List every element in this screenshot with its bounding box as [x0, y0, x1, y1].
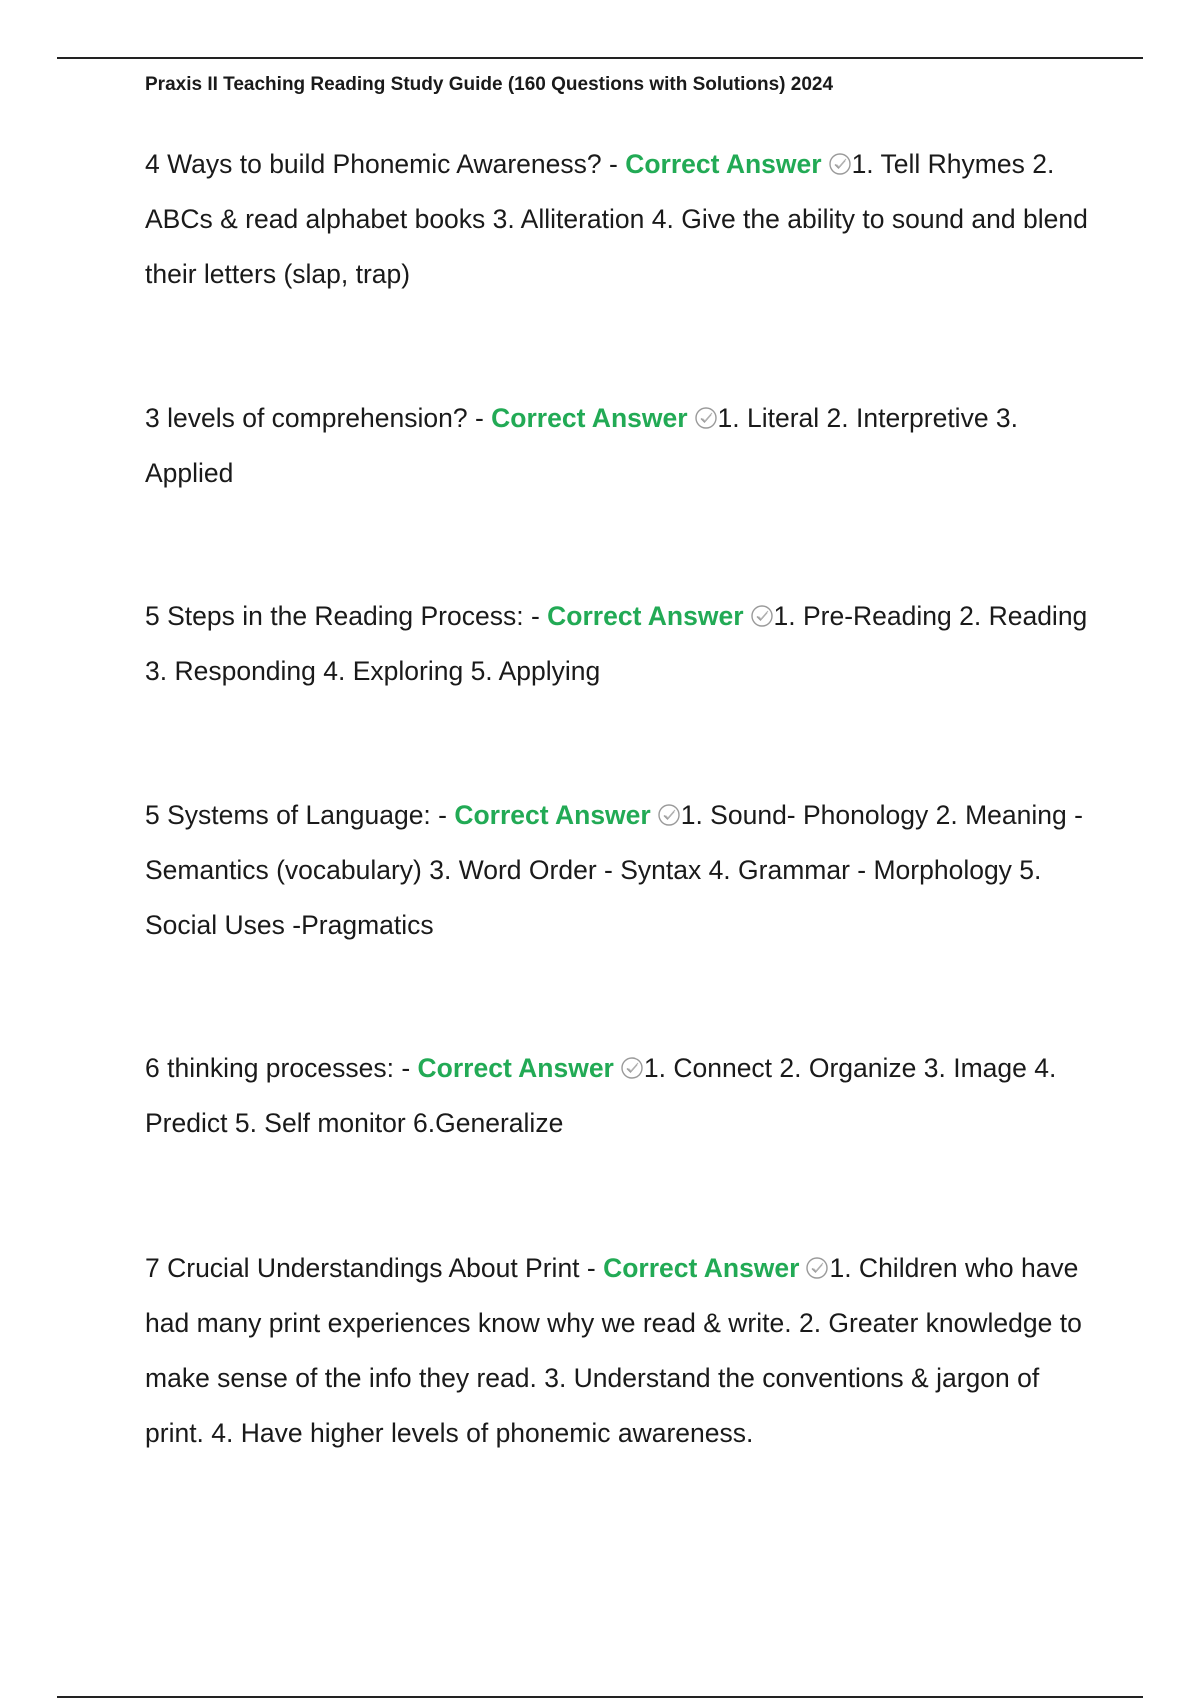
- question-text: 5 Systems of Language:: [145, 800, 431, 830]
- answer-text: 1. Tell Rhymes 2. ABCs & read alphabet books 3. Alliteration 4. Give the ability to sound and blend their letters (slap, trap): [145, 149, 1088, 289]
- qa-item-1: [145, 137, 1090, 302]
- qa-item-4: [145, 788, 1090, 953]
- check-circle-icon: [620, 1056, 644, 1080]
- answer-text: 1. Children who have had many print experiences know why we read & write. 2. Greater knowledge to make sense of the info they read. 3. Understand the conventions & jargon of print. 4. Have higher levels of phonemic awareness.: [145, 1253, 1082, 1448]
- check-circle-icon: [805, 1256, 829, 1280]
- top-rule: [57, 57, 1143, 59]
- separator: -: [579, 1253, 604, 1283]
- qa-item-3: [145, 589, 1090, 699]
- correct-answer-label: Correct Answer: [454, 800, 651, 830]
- check-circle-icon: [750, 604, 774, 628]
- correct-answer-label: Correct Answer: [491, 403, 688, 433]
- bottom-rule: [57, 1696, 1143, 1698]
- question-text: 4 Ways to build Phonemic Awareness?: [145, 149, 602, 179]
- question-text: 6 thinking processes:: [145, 1053, 394, 1083]
- separator: -: [430, 800, 455, 830]
- correct-answer-label: Correct Answer: [417, 1053, 614, 1083]
- separator: -: [601, 149, 626, 179]
- separator: -: [393, 1053, 418, 1083]
- check-circle-icon: [657, 803, 681, 827]
- separator: -: [523, 601, 548, 631]
- check-circle-icon: [828, 152, 852, 176]
- qa-item-2: [145, 391, 1090, 501]
- answer-text: 1. Literal 2. Interpretive 3. Applied: [145, 403, 1019, 488]
- answer-text: 1. Pre-Reading 2. Reading 3. Responding 4. Exploring 5. Applying: [145, 601, 1088, 686]
- check-circle-icon: [694, 406, 718, 430]
- qa-item-5: [145, 1041, 1090, 1151]
- correct-answer-label: Correct Answer: [625, 149, 822, 179]
- question-text: 5 Steps in the Reading Process:: [145, 601, 524, 631]
- answer-text: 1. Connect 2. Organize 3. Image 4. Predict 5. Self monitor 6.Generalize: [145, 1053, 1057, 1138]
- page-header-title: Praxis II Teaching Reading Study Guide (160 Questions with Solutions) 2024: [145, 74, 834, 95]
- separator: -: [467, 403, 492, 433]
- correct-answer-label: Correct Answer: [603, 1253, 800, 1283]
- qa-item-6: [145, 1241, 1090, 1461]
- question-text: 7 Crucial Understandings About Print: [145, 1253, 580, 1283]
- answer-text: 1. Sound- Phonology 2. Meaning -Semantics (vocabulary) 3. Word Order - Syntax 4. Grammar - Morphology 5. Social Uses -Pragmatics: [145, 800, 1083, 940]
- question-text: 3 levels of comprehension?: [145, 403, 468, 433]
- correct-answer-label: Correct Answer: [547, 601, 744, 631]
